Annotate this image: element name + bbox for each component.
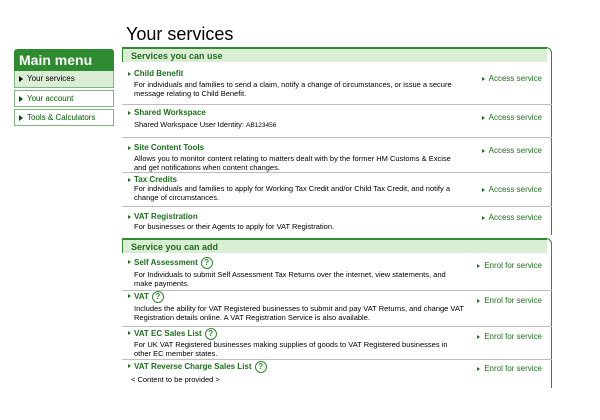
arrow-right-icon	[128, 215, 131, 219]
service-description: Allows you to monitor content relating to matters dealt with by the former HM Customs & Excise and get notifications when content changes.	[134, 154, 451, 172]
arrow-right-icon	[128, 146, 131, 150]
service-description: For individuals and families to apply for Working Tax Credit and/or Child Tax Credit, and notify a change of circumstances.	[134, 184, 450, 202]
service-row-shared-workspace	[122, 105, 552, 138]
main-menu	[14, 49, 114, 126]
service-title-link[interactable]: Self Assessment ?	[128, 257, 213, 269]
service-title-link[interactable]: VAT EC Sales List ?	[128, 328, 217, 340]
arrow-right-icon	[128, 364, 131, 368]
arrow-right-icon	[128, 178, 131, 182]
section-title: Service you can add	[122, 239, 547, 253]
service-row-vat-registration	[122, 207, 552, 235]
help-icon[interactable]: ?	[201, 257, 213, 269]
service-row-vat-reverse-charge-sales-list	[122, 360, 552, 388]
arrow-right-icon	[19, 96, 23, 102]
service-row-tax-credits	[122, 173, 552, 207]
service-title-link[interactable]: VAT Reverse Charge Sales List ?	[128, 361, 267, 373]
sidebar-item-label: Your account	[27, 94, 74, 103]
services-you-can-add-section	[122, 238, 552, 388]
arrow-right-icon	[128, 331, 131, 335]
section-header	[122, 47, 552, 61]
arrow-right-icon	[482, 188, 485, 192]
enrol-service-link[interactable]: Enrol for service	[477, 364, 542, 373]
sidebar-item-label: Tools & Calculators	[27, 113, 96, 122]
service-row-child-benefit	[122, 69, 552, 105]
service-row-vat-ec-sales-list	[122, 327, 552, 360]
access-service-link[interactable]: Access service	[482, 113, 542, 122]
arrow-right-icon	[128, 294, 131, 298]
main-menu-header: Main menu	[14, 49, 114, 71]
user-identity-code: AB123456	[246, 122, 277, 129]
sidebar-item-tools-calculators[interactable]	[14, 109, 114, 126]
service-title-link[interactable]: VAT Registration	[128, 212, 198, 221]
help-icon[interactable]: ?	[255, 361, 267, 373]
sidebar-item-label: Your services	[27, 74, 75, 83]
access-service-link[interactable]: Access service	[482, 146, 542, 155]
arrow-right-icon	[19, 115, 23, 121]
enrol-service-link[interactable]: Enrol for service	[477, 332, 542, 341]
arrow-right-icon	[482, 77, 485, 81]
arrow-right-icon	[482, 149, 485, 153]
sidebar-item-your-services[interactable]	[14, 71, 114, 88]
service-title-link[interactable]: Site Content Tools	[128, 143, 204, 152]
service-title-link[interactable]: Child Benefit	[128, 69, 183, 78]
help-icon[interactable]: ?	[152, 291, 164, 303]
service-title-link[interactable]: Shared Workspace	[128, 108, 206, 117]
service-description	[134, 120, 459, 130]
arrow-right-icon	[482, 216, 485, 220]
service-description: For UK VAT Registered businesses making supplies of goods to VAT Registered businesses in other EC member states.	[134, 340, 448, 358]
arrow-right-icon	[19, 76, 23, 82]
sidebar-item-your-account[interactable]	[14, 90, 114, 107]
service-description: < Content to be provided >	[131, 375, 220, 384]
service-description: For businesses or their Agents to apply for VAT Registration.	[134, 222, 335, 231]
access-service-link[interactable]: Access service	[482, 185, 542, 194]
user-identity-label: Shared Workspace User Identity:	[134, 120, 244, 129]
service-row-vat	[122, 291, 552, 327]
arrow-right-icon	[128, 72, 131, 76]
section-title: Services you can use	[122, 48, 547, 62]
arrow-right-icon	[477, 335, 480, 339]
help-icon[interactable]: ?	[205, 328, 217, 340]
service-description: For individuals and families to send a claim, notify a change of circumstances, or issue a secure message relating to Child Benefit.	[134, 80, 452, 98]
access-service-link[interactable]: Access service	[482, 213, 542, 222]
service-row-site-content-tools	[122, 138, 552, 173]
service-title-link[interactable]: VAT ?	[128, 291, 164, 303]
arrow-right-icon	[477, 299, 480, 303]
service-row-self-assessment	[122, 257, 552, 291]
enrol-service-link[interactable]: Enrol for service	[477, 296, 542, 305]
arrow-right-icon	[482, 116, 485, 120]
section-header	[122, 238, 552, 252]
page-title: Your services	[126, 24, 234, 44]
access-service-link[interactable]: Access service	[482, 74, 542, 83]
service-title-link[interactable]: Tax Credits	[128, 175, 177, 184]
services-you-can-use-section	[122, 47, 552, 235]
arrow-right-icon	[477, 367, 480, 371]
arrow-right-icon	[477, 264, 480, 268]
service-description: Includes the ability for VAT Registered businesses to submit and pay VAT Returns, and change VAT Registration details online. A VAT Registration Service is also available.	[134, 304, 464, 322]
arrow-right-icon	[128, 111, 131, 115]
enrol-service-link[interactable]: Enrol for service	[477, 261, 542, 270]
arrow-right-icon	[128, 260, 131, 264]
service-description: For Individuals to submit Self Assessment Tax Returns over the internet, view statements, and make payments.	[134, 270, 446, 288]
